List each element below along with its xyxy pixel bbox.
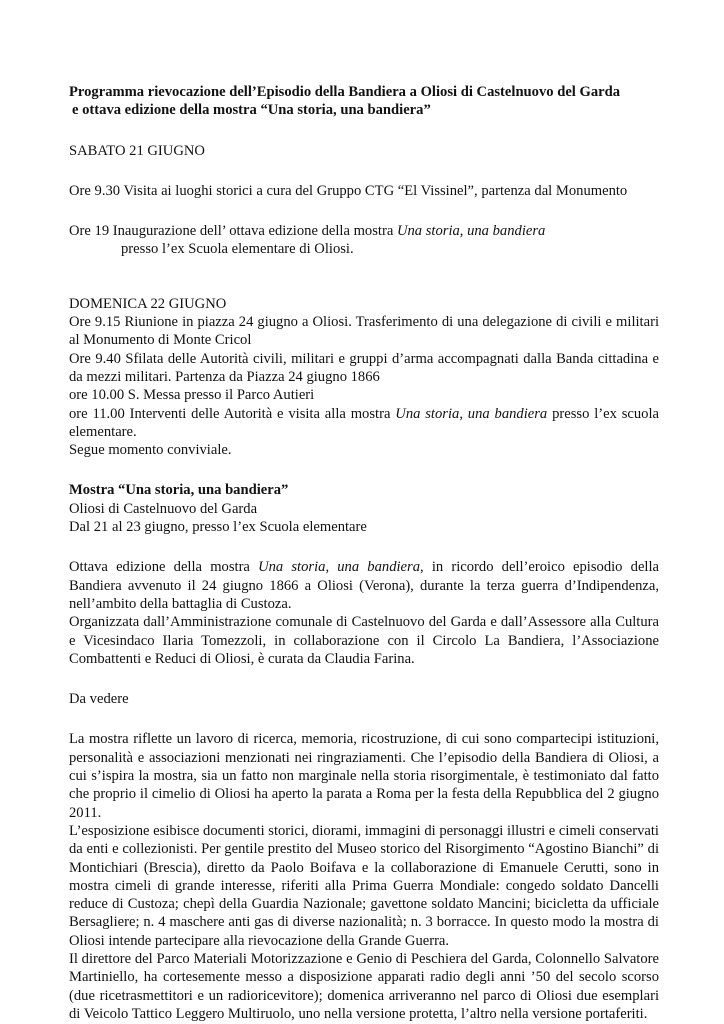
da-vedere-paragraph-2: L’esposizione esibisce documenti storici, diorami, immagini di personaggi illustri e cimeli conservati da enti e collezionisti. Per gentile prestito del Museo storico del Risorgimento “Agostino Bianchi” di Montichiari (Brescia), diretto da Paolo Boifava e la collaborazione di Emanuele Cerutti, sono in mostra cimeli di grande interesse, riferiti alla Prima Guerra Mondiale: congedo soldato Dancelli reduce di Custoza; chepì della Guardia Nazionale; gavettone soldato Mancini; bicicletta da ufficiale Bersagliere; n. 4 maschere anti gas di diverse nazionalità; n. 3 borracce. In questo modo la mostra di Oliosi intende partecipare alla rievocazione della Grande Guerra.	[69, 822, 659, 949]
da-vedere-heading: Da vedere	[69, 691, 129, 708]
exhibition-description-title: Una storia, una bandiera	[258, 559, 421, 576]
speeches-text: ore 11.00 Interventi delle Autorità e visita alla mostra	[69, 405, 396, 422]
exhibition-location: Oliosi di Castelnuovo del Garda	[69, 500, 258, 517]
inauguration-text: Ore 19 Inaugurazione dell’ ottava edizione della mostra	[69, 223, 397, 240]
saturday-item-inauguration-location: presso l’ex Scuola elementare di Oliosi.	[121, 241, 354, 258]
document-title	[69, 83, 659, 120]
sunday-heading: DOMENICA 22 GIUGNO	[69, 295, 227, 312]
inauguration-exhibition-title: Una storia, una bandiera	[396, 223, 546, 240]
speeches-text-end: presso l’ex scuola elementare.	[69, 405, 660, 440]
sunday-item-mass: ore 10.00 S. Messa presso il Parco Autieri	[69, 387, 315, 404]
exhibition-description	[69, 558, 659, 613]
title-line-1: Programma rievocazione dell’Episodio della Bandiera a Oliosi di Castelnuovo del Garda	[69, 84, 621, 100]
da-vedere-paragraph-1: La mostra riflette un lavoro di ricerca, memoria, ricostruzione, di cui sono compartecipi istituzioni, personalità e associazioni menzionati nei ringraziamenti. Che l’episodio della Bandiera di Oliosi, a cui s’ispira la mostra, sia un fatto non marginale nella storia risorgimentale, è testimoniato dal fatto che proprio il cimelio di Oliosi ha aperto la parata a Roma per la festa della Repubblica del 2 giugno 2011.	[69, 731, 659, 821]
speeches-exhibition-title: Una storia, una bandiera	[395, 405, 548, 422]
exhibition-description-text: Ottava edizione della mostra	[69, 559, 259, 576]
exhibition-description-text-end: , in ricordo dell’eroico episodio della Bandiera avvenuto il 24 giugno 1866 a Oliosi (Verona), durante la terza guerra d’Indipendenza, nell’ambito della battaglia di Custoza.	[69, 559, 660, 612]
saturday-item-inauguration	[69, 222, 659, 240]
sunday-item-speeches	[69, 405, 659, 442]
exhibition-organizers: Organizzata dall’Amministrazione comunale di Castelnuovo del Garda e dall’Assessore alla Cultura e Vicesindaco Ilaria Tomezzoli, in collaborazione con il Circolo La Bandiera, l’Associazione Combattenti e Reduci di Oliosi, è curata da Claudia Farina.	[69, 614, 659, 667]
document-page	[69, 83, 659, 1023]
saturday-heading: SABATO 21 GIUGNO	[69, 142, 205, 159]
sunday-item-meeting: Ore 9.15 Riunione in piazza 24 giugno a Oliosi. Trasferimento di una delegazione di civili e militari al Monumento di Monte Cricol	[69, 314, 659, 349]
saturday-item-visit: Ore 9.30 Visita ai luoghi storici a cura del Gruppo CTG “El Vissinel”, partenza dal Monumento	[69, 182, 628, 199]
sunday-item-convivial: Segue momento conviviale.	[69, 442, 232, 459]
title-line-2: e ottava edizione della mostra “Una storia, una bandiera”	[72, 102, 431, 119]
sunday-item-parade: Ore 9.40 Sfilata delle Autorità civili, militari e gruppi d’arma accompagnati dalla Banda cittadina e da mezzi militari. Partenza da Piazza 24 giugno 1866	[69, 350, 659, 385]
da-vedere-paragraph-3: Il direttore del Parco Materiali Motorizzazione e Genio di Peschiera del Garda, Colonnello Salvatore Martiniello, ha cortesemente messo a disposizione apparati radio degli anni ’50 del secolo scorso (due ricetrasmettitori e un radioricevitore); domenica arriveranno nel parco di Oliosi due esemplari di Veicolo Tattico Leggero Multiruolo, uno nella versione protetta, l’altro nella versione portaferiti.	[69, 950, 659, 1022]
exhibition-heading: Mostra “Una storia, una bandiera”	[69, 482, 289, 499]
exhibition-dates: Dal 21 al 23 giugno, presso l’ex Scuola elementare	[69, 519, 367, 536]
